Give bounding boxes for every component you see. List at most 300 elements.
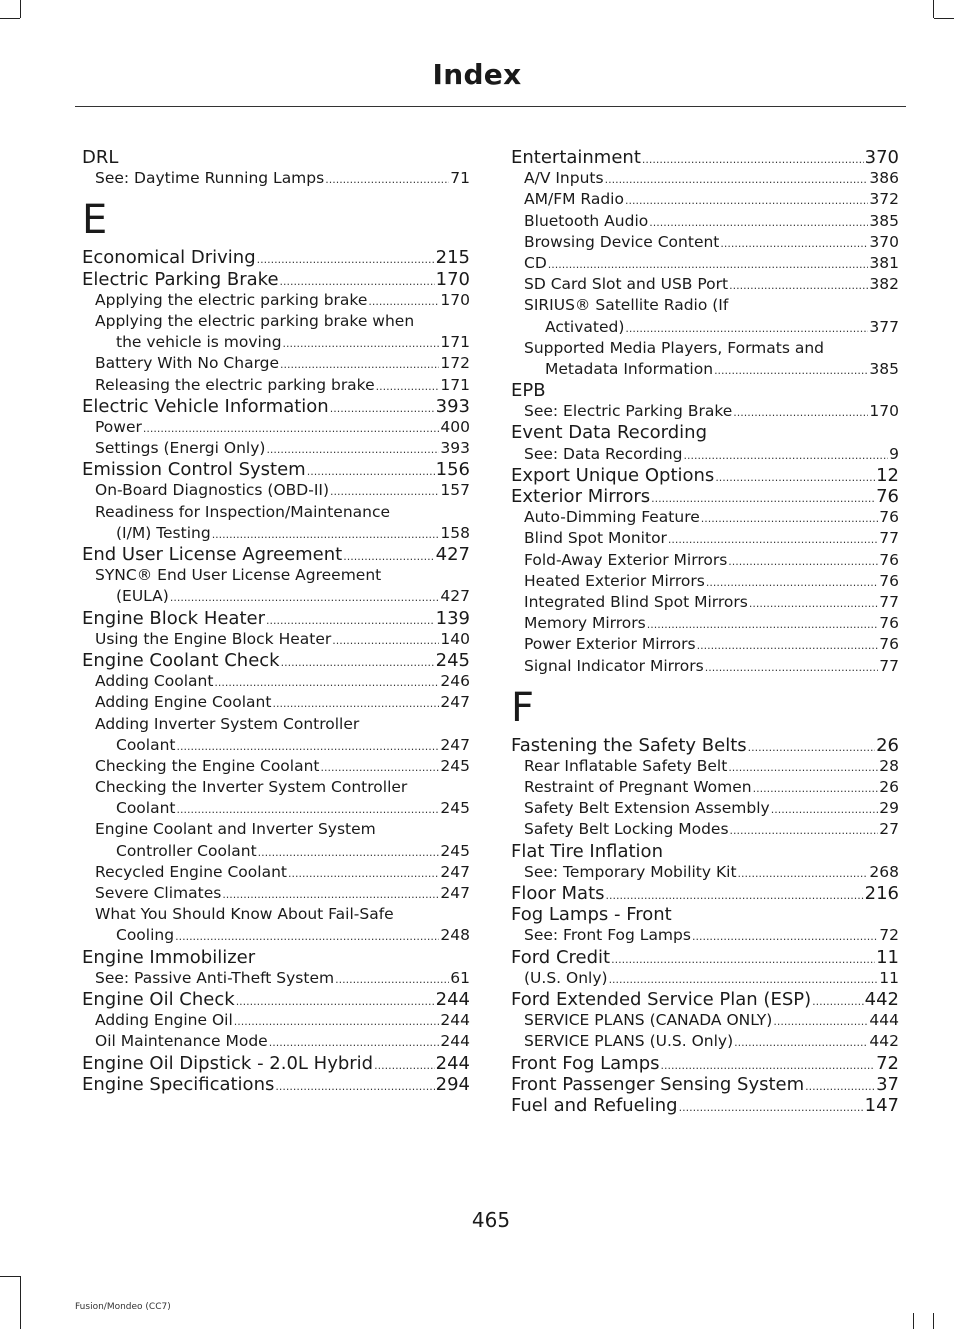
index-subentry <box>511 295 899 316</box>
dot-leader <box>684 445 889 466</box>
dot-leader <box>275 1076 434 1097</box>
dot-leader <box>714 360 868 381</box>
dot-leader <box>170 587 440 608</box>
index-subentry <box>82 168 470 189</box>
index-entry <box>511 947 899 968</box>
dot-leader <box>236 991 435 1012</box>
index-subentry <box>82 311 470 332</box>
entry-text: Flat Tire Inflation <box>511 840 663 862</box>
entry-page-number: 246 <box>440 672 470 691</box>
index-entry <box>511 841 899 862</box>
index-subentry <box>82 353 470 374</box>
dot-leader <box>805 1076 875 1097</box>
index-subentry <box>511 211 899 232</box>
entry-page-number: 247 <box>440 735 470 754</box>
entry-text: Settings (Energi Only) <box>95 439 266 458</box>
entry-text: Safety Belt Locking Modes <box>524 820 729 839</box>
dot-leader <box>729 275 868 296</box>
entry-text: SD Card Slot and USB Port <box>524 275 729 294</box>
index-entry <box>511 735 899 756</box>
dot-leader <box>374 1055 435 1076</box>
entry-page-number: 427 <box>440 587 470 606</box>
entry-page-number: 244 <box>435 1052 470 1074</box>
dot-leader <box>706 572 878 593</box>
dot-leader <box>661 1055 876 1076</box>
index-subentry <box>511 550 899 571</box>
dot-leader <box>283 333 440 354</box>
entry-text: Front Passenger Sensing System <box>511 1073 805 1095</box>
entry-text: Adding Engine Coolant <box>95 693 272 712</box>
dot-leader <box>266 610 435 631</box>
index-subentry <box>82 417 470 438</box>
index-subentry <box>82 692 470 713</box>
entry-text: Emission Control System <box>82 459 306 481</box>
entry-text: Coolant <box>116 735 176 754</box>
dot-leader <box>697 635 879 656</box>
dot-leader <box>748 737 875 758</box>
index-entry <box>511 147 899 168</box>
index-subentry <box>511 862 899 883</box>
dot-leader <box>701 508 878 529</box>
index-subentry <box>511 1010 899 1031</box>
entry-page-number: 76 <box>879 635 899 654</box>
entry-page-number: 244 <box>440 1011 470 1030</box>
dot-leader <box>733 402 868 423</box>
dot-leader <box>749 593 878 614</box>
entry-page-number: 29 <box>879 799 899 818</box>
index-subentry <box>82 1031 470 1052</box>
dot-leader <box>280 354 439 375</box>
index-subentry <box>511 968 899 989</box>
entry-page-number: 77 <box>879 529 899 548</box>
entry-text: Exterior Mirrors <box>511 486 651 507</box>
index-subentry <box>511 189 899 210</box>
entry-text: SYNC® End User License Agreement <box>95 566 382 585</box>
entry-text: Fold-Away Exterior Mirrors <box>524 550 728 569</box>
entry-page-number: 372 <box>869 190 899 209</box>
dot-leader <box>692 926 878 947</box>
entry-text: See: Electric Parking Brake <box>524 402 733 421</box>
dot-leader <box>642 149 864 170</box>
crop-mark <box>20 1276 21 1329</box>
dot-leader <box>625 318 868 339</box>
index-subentry <box>511 359 899 380</box>
entry-text: Readiness for Inspection/Maintenance <box>95 502 391 521</box>
index-entry <box>82 1074 470 1095</box>
entry-page-number: 26 <box>879 778 899 797</box>
entry-text: EPB <box>511 380 546 402</box>
index-subentry <box>82 565 470 586</box>
entry-page-number: 247 <box>440 884 470 902</box>
entry-page-number: 427 <box>435 544 470 565</box>
entry-text: Applying the electric parking brake <box>95 290 368 309</box>
index-entry <box>82 396 470 417</box>
entry-page-number: 147 <box>864 1094 899 1116</box>
index-entry <box>82 1053 470 1074</box>
crop-mark <box>20 0 21 18</box>
dot-leader <box>679 1097 864 1118</box>
entry-page-number: 77 <box>879 656 899 675</box>
entry-text: Power <box>95 417 142 436</box>
dot-leader <box>548 254 869 275</box>
entry-text: (EULA) <box>116 587 169 606</box>
dot-leader <box>330 398 435 419</box>
dot-leader <box>281 652 435 673</box>
entry-text: Using the Engine Block Heater <box>95 629 332 648</box>
entry-page-number: 37 <box>876 1073 899 1095</box>
dot-leader <box>258 842 440 863</box>
entry-text: See: Data Recording <box>524 444 683 463</box>
entry-text: Safety Belt Extension Assembly <box>524 799 770 818</box>
dot-leader <box>272 693 439 714</box>
entry-text: Integrated Blind Spot Mirrors <box>524 592 748 611</box>
index-subentry <box>82 629 470 650</box>
entry-page-number: 377 <box>869 317 899 336</box>
entry-text: CD <box>524 253 547 272</box>
index-subentry <box>511 528 899 549</box>
entry-page-number: 61 <box>450 968 470 987</box>
index-subentry <box>511 401 899 422</box>
entry-page-number: 76 <box>879 614 899 633</box>
entry-text: Fastening the Safety Belts <box>511 734 747 756</box>
entry-page-number: 248 <box>440 926 470 945</box>
dot-leader <box>175 926 439 947</box>
dot-leader <box>625 190 868 211</box>
index-subentry <box>511 798 899 819</box>
dot-leader <box>773 1011 868 1032</box>
dot-leader <box>343 546 434 567</box>
dot-leader <box>307 461 435 482</box>
dot-leader <box>368 291 439 312</box>
entry-text: Bluetooth Audio <box>524 211 649 230</box>
entry-text: Rear Inflatable Safety Belt <box>524 756 728 775</box>
entry-page-number: 442 <box>869 1032 899 1051</box>
entry-text: DRL <box>82 147 119 168</box>
entry-page-number: 247 <box>440 862 470 881</box>
dot-leader <box>649 212 868 233</box>
index-subentry <box>511 925 899 946</box>
dot-leader <box>730 820 879 841</box>
index-subentry <box>511 592 899 613</box>
index-subentry <box>82 290 470 311</box>
entry-text: Entertainment <box>511 147 641 168</box>
index-subentry <box>511 232 899 253</box>
dot-leader <box>321 757 440 778</box>
entry-page-number: 245 <box>435 649 470 671</box>
entry-text: A/V Inputs <box>524 169 604 188</box>
index-subentry <box>511 613 899 634</box>
index-entry <box>511 1053 899 1074</box>
entry-page-number: 294 <box>435 1073 470 1095</box>
footer-model: Fusion/Mondeo (CC7) <box>75 1302 171 1312</box>
dot-leader <box>728 757 878 778</box>
entry-page-number: 386 <box>869 169 899 188</box>
entry-page-number: 393 <box>440 439 470 458</box>
entry-page-number: 171 <box>440 375 470 394</box>
dot-leader <box>647 614 879 635</box>
index-subentry <box>82 714 470 735</box>
entry-page-number: 216 <box>864 883 899 904</box>
entry-page-number: 11 <box>876 946 899 968</box>
dot-leader <box>720 233 868 254</box>
entry-page-number: 393 <box>435 395 470 417</box>
entry-page-number: 11 <box>879 968 899 987</box>
index-entry <box>511 465 899 486</box>
index-subentry <box>82 502 470 523</box>
entry-page-number: 76 <box>879 508 899 527</box>
entry-page-number: 247 <box>440 693 470 712</box>
entry-text: SERVICE PLANS (CANADA ONLY) <box>524 1011 773 1030</box>
dot-leader <box>812 991 864 1012</box>
index-subentry <box>82 841 470 862</box>
index-subentry <box>82 480 470 501</box>
entry-text: Checking the Inverter System Controller <box>95 778 408 797</box>
dot-leader <box>177 799 440 820</box>
entry-text: Supported Media Players, Formats and <box>524 338 825 357</box>
index-subentry <box>511 634 899 655</box>
entry-page-number: 72 <box>876 1052 899 1074</box>
entry-text: Checking the Engine Coolant <box>95 756 320 775</box>
dot-leader <box>605 169 869 190</box>
entry-text: Severe Climates <box>95 884 222 902</box>
page-number: 465 <box>471 1208 511 1232</box>
dot-leader <box>668 529 878 550</box>
index-subentry <box>82 904 470 925</box>
index-subentry <box>511 317 899 338</box>
entry-text: See: Passive Anti-Theft System <box>95 968 335 987</box>
entry-text: (U.S. Only) <box>524 968 608 987</box>
entry-text: See: Daytime Running Lamps <box>95 169 325 188</box>
entry-page-number: 76 <box>879 550 899 569</box>
entry-page-number: 12 <box>876 464 899 486</box>
entry-text: (I/M) Testing <box>116 523 211 542</box>
entry-page-number: 172 <box>440 354 470 373</box>
entry-text: On-Board Diagnostics (OBD-II) <box>95 481 330 500</box>
entry-text: Front Fog Lamps <box>511 1052 660 1074</box>
index-subentry <box>511 1031 899 1052</box>
index-subentry <box>511 507 899 528</box>
index-subentry <box>511 253 899 274</box>
entry-page-number: 385 <box>869 359 899 378</box>
entry-text: Controller Coolant <box>116 841 257 860</box>
index-entry <box>82 147 470 168</box>
dot-leader <box>330 481 439 502</box>
index-subentry <box>82 735 470 756</box>
entry-text: Adding Coolant <box>95 672 214 691</box>
index-entry <box>511 422 899 443</box>
entry-page-number: 245 <box>440 756 470 775</box>
entry-page-number: 382 <box>869 275 899 294</box>
index-subentry <box>82 586 470 607</box>
dot-leader <box>214 672 439 693</box>
dot-leader <box>728 551 878 572</box>
entry-text: Engine Oil Dipstick - 2.0L Hybrid <box>82 1052 374 1074</box>
dot-leader <box>269 1032 440 1053</box>
entry-page-number: 400 <box>440 417 470 436</box>
entry-text: End User License Agreement <box>82 544 343 565</box>
entry-text: AM/FM Radio <box>524 190 624 209</box>
entry-text: Event Data Recording <box>511 422 708 444</box>
entry-text: Fuel and Refueling <box>511 1094 678 1116</box>
entry-text: Memory Mirrors <box>524 614 646 633</box>
index-entry <box>511 380 899 401</box>
dot-leader <box>266 439 439 460</box>
dot-leader <box>376 376 440 397</box>
entry-text: Engine Immobilizer <box>82 946 256 968</box>
index-subentry <box>82 438 470 459</box>
title-rule <box>75 106 906 107</box>
entry-text: Battery With No Charge <box>95 354 280 373</box>
dot-leader <box>705 657 879 678</box>
crop-mark <box>913 1313 914 1329</box>
index-subentry <box>82 756 470 777</box>
crop-mark <box>0 1276 20 1277</box>
entry-page-number: 170 <box>869 402 899 421</box>
index-entry <box>511 883 899 904</box>
index-entry <box>82 608 470 629</box>
page-title: Index <box>432 58 522 91</box>
entry-text: Activated) <box>545 317 625 336</box>
entry-text: SERVICE PLANS (U.S. Only) <box>524 1032 734 1051</box>
entry-text: Browsing Device Content <box>524 232 720 251</box>
dot-leader <box>212 524 440 545</box>
entry-page-number: 157 <box>440 481 470 500</box>
entry-page-number: 139 <box>435 607 470 629</box>
index-subentry <box>82 883 470 904</box>
entry-text: Engine Oil Check <box>82 988 235 1010</box>
dot-leader <box>609 969 879 990</box>
index-subentry <box>82 332 470 353</box>
entry-text: Coolant <box>116 799 176 818</box>
index-subentry <box>82 777 470 798</box>
entry-text: Adding Inverter System Controller <box>95 714 360 733</box>
entry-text: Power Exterior Mirrors <box>524 635 696 654</box>
index-subentry <box>511 444 899 465</box>
entry-text: Ford Credit <box>511 946 611 968</box>
index-subentry <box>511 274 899 295</box>
dot-leader <box>335 969 449 990</box>
dot-leader <box>325 169 449 190</box>
entry-text: Engine Specifications <box>82 1073 275 1095</box>
index-entry <box>82 247 470 268</box>
entry-text: Electric Parking Brake <box>82 268 279 290</box>
dot-leader <box>606 885 864 906</box>
entry-text: Export Unique Options <box>511 464 715 486</box>
entry-text: Oil Maintenance Mode <box>95 1032 268 1051</box>
entry-page-number: 245 <box>440 799 470 818</box>
crop-mark <box>933 0 934 18</box>
index-subentry <box>82 819 470 840</box>
entry-text: Engine Block Heater <box>82 607 265 629</box>
entry-page-number: 76 <box>879 571 899 590</box>
index-entry <box>511 486 899 507</box>
dot-leader <box>332 630 439 651</box>
entry-page-number: 444 <box>869 1011 899 1030</box>
entry-text: Engine Coolant and Inverter System <box>95 820 376 839</box>
index-entry <box>511 904 899 925</box>
dot-leader <box>611 949 875 970</box>
index-subentry <box>82 671 470 692</box>
entry-page-number: 244 <box>435 988 470 1010</box>
dot-leader <box>738 863 869 884</box>
index-entry <box>511 1095 899 1116</box>
index-column-right <box>511 147 899 1116</box>
entry-text: Cooling <box>116 926 175 945</box>
entry-text: SIRIUS® Satellite Radio (If <box>524 296 729 315</box>
entry-text: Adding Engine Oil <box>95 1011 233 1030</box>
section-letter: E <box>82 197 108 244</box>
entry-text: Signal Indicator Mirrors <box>524 656 704 675</box>
index-entry <box>82 269 470 290</box>
section-letter: F <box>511 684 535 731</box>
entry-page-number: 385 <box>869 211 899 230</box>
index-subentry <box>511 168 899 189</box>
entry-text: See: Front Fog Lamps <box>524 926 691 945</box>
entry-page-number: 26 <box>876 734 899 756</box>
entry-text: Auto-Dimming Feature <box>524 508 700 527</box>
dot-leader <box>771 799 879 820</box>
index-subentry <box>82 798 470 819</box>
entry-text: Heated Exterior Mirrors <box>524 571 705 590</box>
index-subentry <box>82 925 470 946</box>
dot-leader <box>753 778 879 799</box>
index-entry <box>82 459 470 480</box>
entry-text: Engine Coolant Check <box>82 649 280 671</box>
dot-leader <box>177 736 440 757</box>
index-entry <box>82 650 470 671</box>
entry-text: Ford Extended Service Plan (ESP) <box>511 988 812 1010</box>
dot-leader <box>715 467 875 488</box>
index-subentry <box>511 571 899 592</box>
entry-page-number: 381 <box>869 253 899 272</box>
entry-text: Metadata Information <box>545 359 714 378</box>
entry-page-number: 72 <box>879 926 899 945</box>
index-subentry <box>511 338 899 359</box>
entry-page-number: 442 <box>864 988 899 1010</box>
index-entry <box>82 947 470 968</box>
dot-leader <box>257 249 435 270</box>
index-subentry <box>82 862 470 883</box>
entry-text: Recycled Engine Coolant <box>95 862 287 881</box>
index-subentry <box>511 656 899 677</box>
crop-mark <box>0 18 20 19</box>
entry-page-number: 76 <box>876 486 899 507</box>
entry-page-number: 27 <box>879 820 899 839</box>
entry-text: the vehicle is moving <box>116 333 282 352</box>
index-entry <box>511 1074 899 1095</box>
dot-leader <box>288 863 439 884</box>
index-subentry <box>82 375 470 396</box>
entry-page-number: 28 <box>879 756 899 775</box>
dot-leader <box>734 1032 868 1053</box>
entry-page-number: 170 <box>440 290 470 309</box>
entry-page-number: 156 <box>435 459 470 481</box>
entry-text: Restraint of Pregnant Women <box>524 778 752 797</box>
entry-text: What You Should Know About Fail-Safe <box>95 905 394 924</box>
entry-page-number: 71 <box>450 169 470 188</box>
entry-text: Blind Spot Monitor <box>524 529 667 548</box>
entry-text: Applying the electric parking brake when <box>95 311 415 330</box>
index-entry <box>511 989 899 1010</box>
entry-page-number: 171 <box>440 333 470 352</box>
dot-leader <box>651 488 875 509</box>
entry-page-number: 245 <box>440 841 470 860</box>
dot-leader <box>280 271 435 292</box>
entry-page-number: 170 <box>435 268 470 290</box>
entry-page-number: 140 <box>440 629 470 648</box>
entry-text: See: Temporary Mobility Kit <box>524 862 737 881</box>
index-subentry <box>82 1010 470 1031</box>
